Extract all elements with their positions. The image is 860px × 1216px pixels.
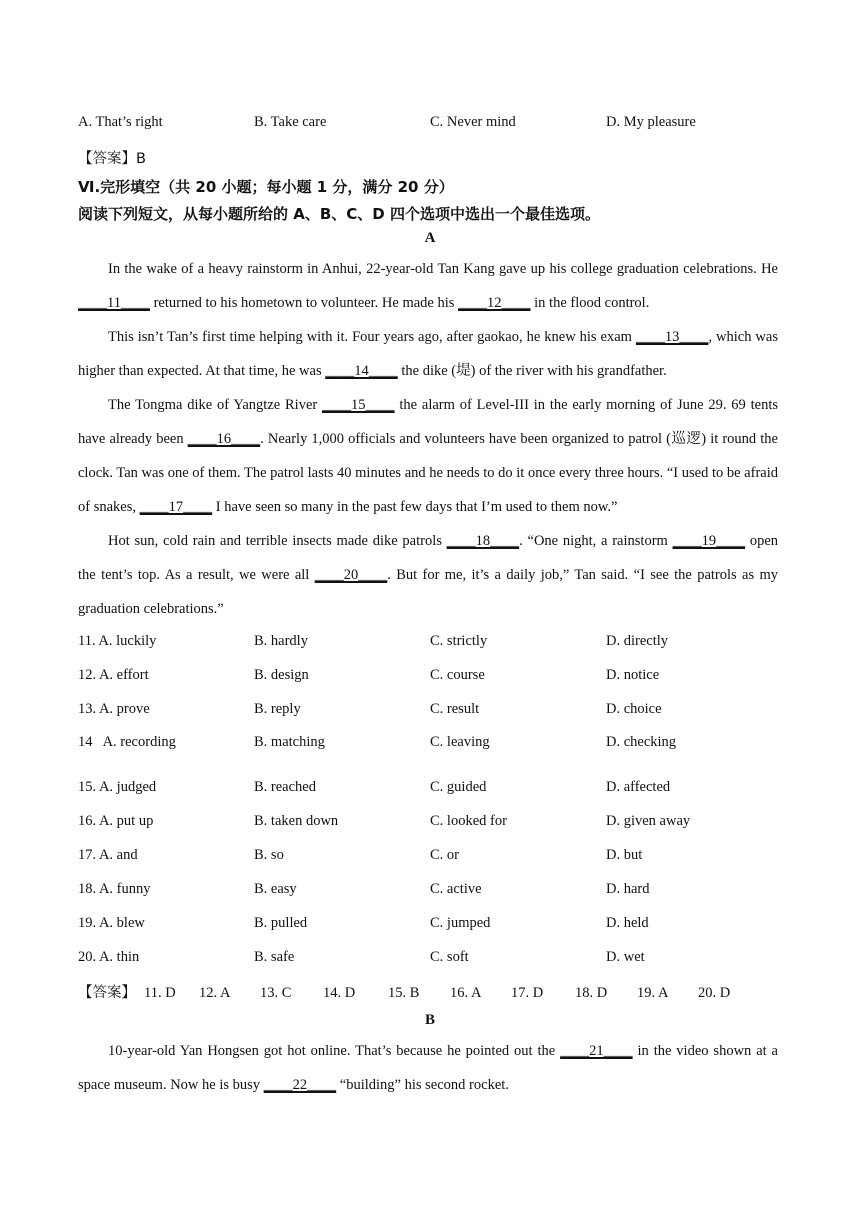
- passage-a-paragraph-3: The Tongma dike of Yangtze River ____15____ the alarm of Level-III in the early morning of June 29. 69 tents have already been ____16____. Nearly 1,000 officials and volunteers have been organized to patrol (巡逻) it round the clock. Tan was one of them. The patrol lasts 40 minutes and he needs to do it once every three hours. “I used to be afraid of snakes, ____17____ I have seen so many in the past few days that I’m used to them now.”: [78, 397, 778, 515]
- answer-item: 14. D: [323, 985, 356, 1001]
- blank-20: ____20____: [314, 567, 388, 583]
- blank-16: ____16____: [187, 431, 261, 447]
- passage-a-paragraph-4: Hot sun, cold rain and terrible insects made dike patrols ____18____. “One night, a rainstorm ____19____ open the tent’s top. As a result, we were all ____20____. But for me, it’s a daily job,” Tan said. “I see the patrols as my graduation celebrations.”: [78, 533, 778, 617]
- blank-11: ____11____: [78, 295, 150, 311]
- option-a: A. That’s right: [78, 114, 163, 130]
- question-row: 12. A. effort B. design C. course D. notice: [78, 667, 660, 683]
- question-row: 14 A. recording B. matching C. leaving D. checking: [78, 734, 677, 750]
- question-row: 19. A. blew B. pulled C. jumped D. held: [78, 915, 649, 931]
- answer-item: 12. A: [199, 985, 231, 1001]
- option-c: C. Never mind: [430, 114, 516, 130]
- answers-label: 【答案】: [78, 985, 136, 1001]
- passage-a-paragraph-2: This isn’t Tan’s first time helping with it. Four years ago, after gaokao, he knew his exam ____13____, which was higher than expected. At that time, he was ____14____ the dike (堤) of the river with his grandfather.: [78, 329, 778, 379]
- answer-item: 19. A: [637, 985, 669, 1001]
- passage-a: [78, 252, 778, 626]
- option-b: B. Take care: [254, 114, 327, 130]
- blank-18: ____18____: [446, 533, 520, 549]
- prev-answer: 【答案】B: [78, 151, 146, 167]
- question-row: 13. A. prove B. reply C. result D. choice: [78, 701, 662, 717]
- answers-a: [78, 981, 730, 1002]
- question-row: 17. A. and B. so C. or D. but: [78, 847, 643, 863]
- option-d: D. My pleasure: [606, 114, 696, 130]
- blank-21: ____21____: [560, 1043, 633, 1059]
- section-instruction: 阅读下列短文，从每小题所给的 A、B、C、D 四个选项中选出一个最佳选项。: [78, 205, 600, 223]
- passage-a-label: A: [424, 230, 436, 246]
- question-row: 20. A. thin B. safe C. soft D. wet: [78, 949, 645, 965]
- passage-b-label: B: [424, 1012, 435, 1028]
- section-title: Ⅵ.完形填空（共 20 小题；每小题 1 分，满分 20 分）: [78, 178, 454, 196]
- passage-a-paragraph-1: In the wake of a heavy rainstorm in Anhui, 22-year-old Tan Kang gave up his college graduation celebrations. He ____11____ returned to his hometown to volunteer. He made his ____12____ in the flood control.: [78, 261, 778, 311]
- passage-b: [78, 1034, 778, 1102]
- blank-14: ____14____: [325, 363, 398, 379]
- blank-13: ____13____: [635, 329, 709, 345]
- answer-item: 17. D: [511, 985, 544, 1001]
- blank-19: ____19____: [672, 533, 746, 549]
- blank-12: ____12____: [458, 295, 531, 311]
- blank-22: ____22____: [263, 1077, 337, 1093]
- question-row: 18. A. funny B. easy C. active D. hard: [78, 881, 650, 897]
- question-row: 16. A. put up B. taken down C. looked for D. given away: [78, 813, 691, 829]
- answer-item: 13. C: [260, 985, 292, 1001]
- answer-item: 11. D: [144, 985, 176, 1001]
- answer-item: 16. A: [450, 985, 482, 1001]
- answer-item: 20. D: [698, 985, 731, 1001]
- question-row: 11. A. luckily B. hardly C. strictly D. directly: [78, 633, 669, 649]
- answer-item: 18. D: [575, 985, 608, 1001]
- blank-15: ____15____: [322, 397, 395, 413]
- passage-b-paragraph-1: 10-year-old Yan Hongsen got hot online. That’s because he pointed out the ____21____ in the video shown at a space museum. Now he is busy ____22____ “building” his second rocket.: [78, 1043, 778, 1093]
- blank-17: ____17____: [139, 499, 213, 515]
- answer-item: 15. B: [388, 985, 420, 1001]
- question-row: 15. A. judged B. reached C. guided D. affected: [78, 779, 671, 795]
- prev-question-options: [78, 114, 778, 134]
